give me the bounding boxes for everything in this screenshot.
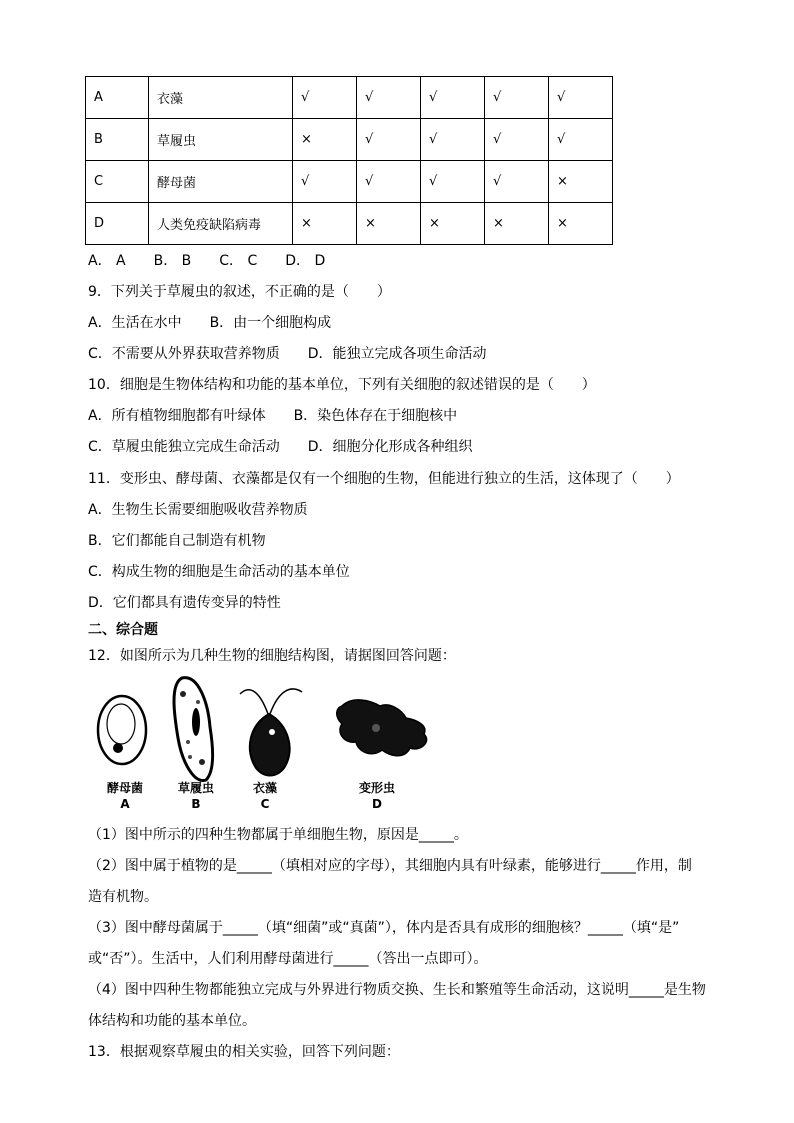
table-row bbox=[86, 77, 613, 119]
q11-stem: 11．变形虫、酵母菌、衣藻都是仅有一个细胞的生物，但能进行独立的生活，这体现了（ ） bbox=[88, 471, 680, 487]
organism-name: 衣藻 bbox=[149, 77, 293, 119]
trait-mark: √ bbox=[357, 161, 421, 203]
trait-mark: × bbox=[549, 161, 613, 203]
q9-options-2: C．不需要从外界获取营养物质 D．能独立完成各项生命活动 bbox=[88, 346, 487, 362]
trait-mark: √ bbox=[421, 161, 485, 203]
trait-mark: × bbox=[293, 119, 357, 161]
q8-options: A． A B． B C． C D． D bbox=[88, 253, 326, 269]
q12-part-2-line-1: （2）图中属于植物的是_____（填相对应的字母），其细胞内具有叶绿素，能够进行_____作用，制 bbox=[88, 858, 692, 874]
q12-part-4-line-1: （4）图中四种生物都能独立完成与外界进行物质交换、生长和繁殖等生命活动，这说明_____是生物 bbox=[88, 982, 706, 998]
trait-mark: √ bbox=[357, 77, 421, 119]
q12-part-3-line-1: （3）图中酵母菌属于_____（填“细菌”或“真菌”），体内是否具有成形的细胞核？_____（填“是” bbox=[88, 920, 680, 936]
q12-stem: 12．如图所示为几种生物的细胞结构图，请据图回答问题： bbox=[88, 648, 456, 664]
q12-part-4-line-2: 体结构和功能的基本单位。 bbox=[88, 1013, 256, 1029]
row-letter: A bbox=[86, 77, 149, 119]
chlamydomonas-cell-drawing bbox=[240, 689, 302, 776]
table-row bbox=[86, 203, 613, 245]
trait-mark: √ bbox=[549, 77, 613, 119]
label-chlamydomonas: 衣藻 C bbox=[252, 781, 277, 811]
organism-name: 草履虫 bbox=[149, 119, 293, 161]
q11-option-c: C．构成生物的细胞是生命活动的基本单位 bbox=[88, 564, 350, 580]
trait-mark: √ bbox=[549, 119, 613, 161]
table-row bbox=[86, 161, 613, 203]
section-heading: 二、综合题 bbox=[88, 622, 158, 638]
q10-options-1: A．所有植物细胞都有叶绿体 B．染色体存在于细胞核中 bbox=[88, 408, 458, 424]
trait-mark: √ bbox=[293, 161, 357, 203]
q13-stem: 13．根据观察草履虫的相关实验，回答下列问题： bbox=[88, 1044, 400, 1060]
trait-mark: × bbox=[357, 203, 421, 245]
amoeba-cell-drawing bbox=[337, 700, 427, 756]
label-paramecium: 草履虫 B bbox=[177, 781, 214, 811]
q10-stem: 10．细胞是生物体结构和功能的基本单位，下列有关细胞的叙述错误的是（ ） bbox=[88, 377, 596, 393]
organism-name: 人类免疫缺陷病毒 bbox=[149, 203, 293, 245]
q9-stem: 9．下列关于草履虫的叙述，不正确的是（ ） bbox=[88, 284, 391, 300]
trait-mark: √ bbox=[485, 77, 549, 119]
q11-option-a: A．生物生长需要细胞吸收营养物质 bbox=[88, 502, 308, 518]
q9-options-1: A．生活在水中 B．由一个细胞构成 bbox=[88, 315, 332, 331]
cells-illustration bbox=[90, 672, 450, 782]
q10-options-2: C．草履虫能独立完成生命活动 D．细胞分化形成各种组织 bbox=[88, 439, 473, 455]
trait-mark: × bbox=[549, 203, 613, 245]
q12-part-3-line-2: 或“否”）。生活中，人们利用酵母菌进行_____（答出一点即可）。 bbox=[88, 951, 488, 967]
trait-mark: √ bbox=[485, 119, 549, 161]
paramecium-cell-drawing bbox=[174, 678, 213, 781]
q12-part-1: （1）图中所示的四种生物都属于单细胞生物，原因是_____。 bbox=[88, 827, 468, 843]
organism-name: 酵母菌 bbox=[149, 161, 293, 203]
row-letter: C bbox=[86, 161, 149, 203]
trait-mark: √ bbox=[293, 77, 357, 119]
trait-mark: √ bbox=[485, 161, 549, 203]
trait-mark: × bbox=[485, 203, 549, 245]
trait-mark: × bbox=[293, 203, 357, 245]
label-amoeba: 变形虫 D bbox=[358, 781, 395, 811]
row-letter: B bbox=[86, 119, 149, 161]
trait-mark: √ bbox=[357, 119, 421, 161]
trait-mark: √ bbox=[421, 119, 485, 161]
yeast-cell-drawing bbox=[98, 696, 146, 764]
trait-mark: × bbox=[421, 203, 485, 245]
row-letter: D bbox=[86, 203, 149, 245]
label-yeast: 酵母菌 A bbox=[106, 781, 143, 811]
q11-option-d: D．它们都具有遗传变异的特性 bbox=[88, 595, 281, 611]
q12-part-2-line-2: 造有机物。 bbox=[88, 889, 158, 905]
trait-mark: √ bbox=[421, 77, 485, 119]
cell-figure bbox=[90, 672, 450, 820]
table-row bbox=[86, 119, 613, 161]
q11-option-b: B．它们都能自己制造有机物 bbox=[88, 533, 266, 549]
options-table bbox=[85, 76, 613, 245]
